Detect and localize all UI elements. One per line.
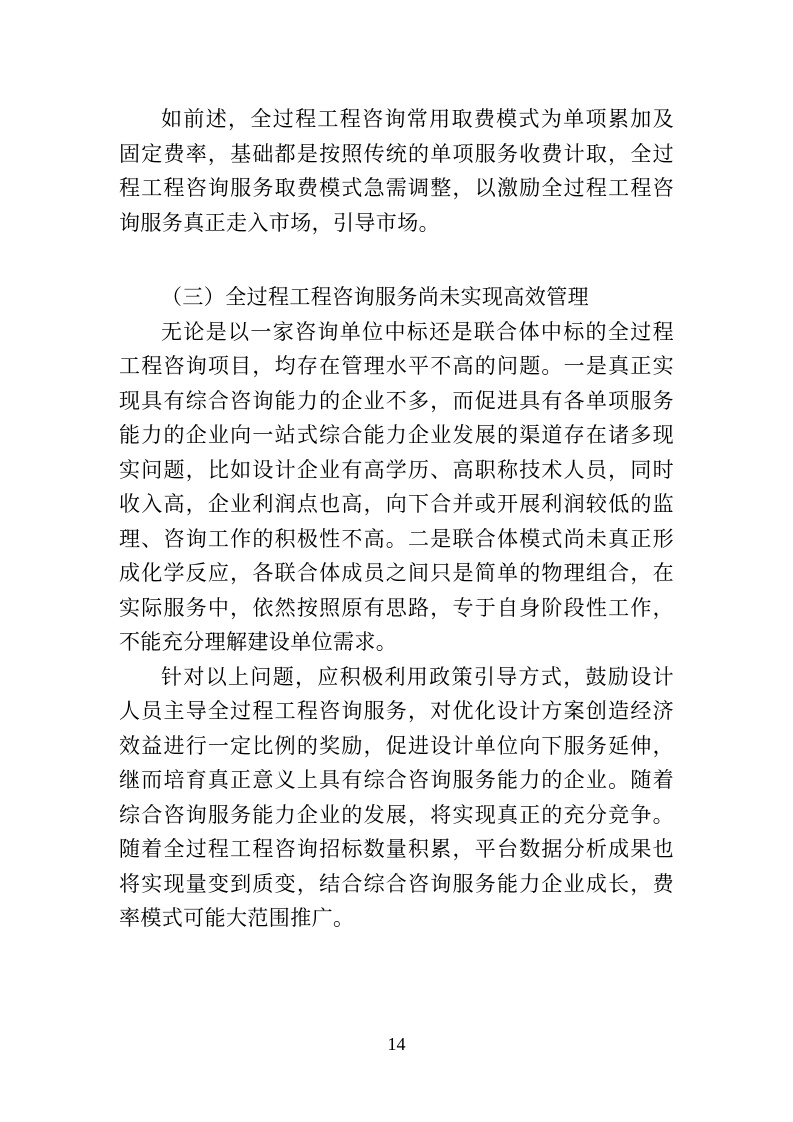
page-number: 14 (387, 1034, 406, 1054)
paragraph-management-issues: 无论是以一家咨询单位中标还是联合体中标的全过程工程咨询项目，均存在管理水平不高的问题。一是真正实现具有综合咨询能力的企业不多，而促进具有各单项服务能力的企业向一站式综合能力企业发展的渠道存在诸多现实问题，比如设计企业有高学历、高职称技术人员，同时收入高，企业利润点也高，向下合并或开展利润较低的监理、咨询工作的积极性不高。二是联合体模式尚未真正形成化学反应，各联合体成员之间只是简单的物理组合，在实际服务中，依然按照原有思路，专于自身阶段性工作，不能充分理解建设单位需求。 (119, 319, 674, 654)
section-heading: （三）全过程工程咨询服务尚未实现高效管理 (161, 285, 589, 309)
document-body (119, 102, 674, 936)
paragraph-fee-mode: 如前述，全过程工程咨询常用取费模式为单项累加及固定费率，基础都是按照传统的单项服务收费计取，全过程工程咨询服务取费模式急需调整，以激励全过程工程咨询服务真正走入市场，引导市场。 (119, 107, 674, 235)
paragraph-recommendations: 针对以上问题，应积极利用政策引导方式，鼓励设计人员主导全过程工程咨询服务，对优化设计方案创造经济效益进行一定比例的奖励，促进设计单位向下服务延伸，继而培育真正意义上具有综合咨询服务能力的企业。随着综合咨询服务能力企业的发展，将实现真正的充分竞争。随着全过程工程咨询招标数量积累，平台数据分析成果也将实现量变到质变，结合综合咨询服务能力企业成长，费率模式可能大范围推广。 (119, 664, 674, 930)
